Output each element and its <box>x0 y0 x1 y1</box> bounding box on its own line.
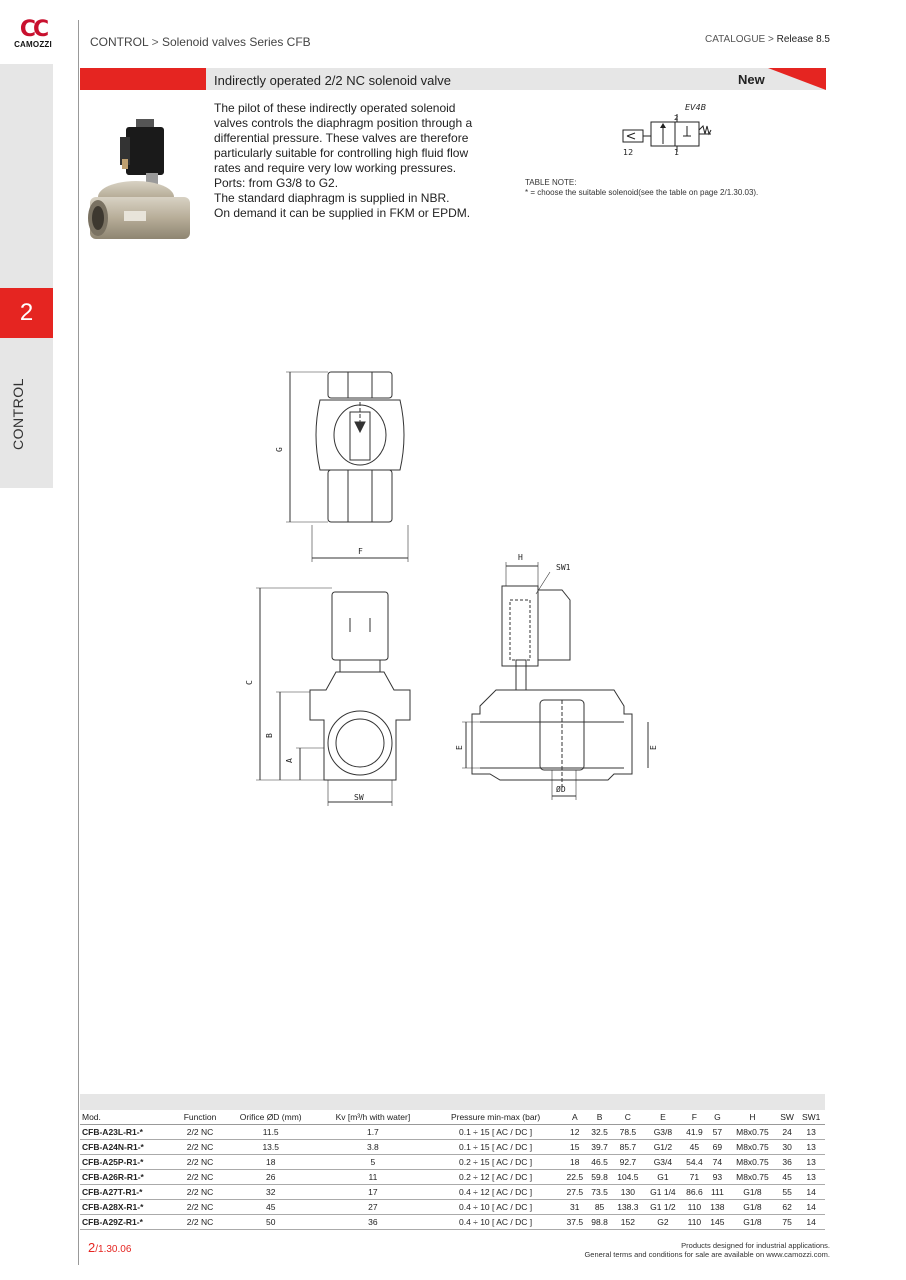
symbol-port-out: 1 <box>674 148 680 157</box>
table-cell: 73.5 <box>587 1184 612 1199</box>
table-cell: 59.8 <box>587 1169 612 1184</box>
table-cell: 14 <box>797 1184 825 1199</box>
table-cell: 17 <box>317 1184 429 1199</box>
table-cell: G1/2 <box>644 1139 682 1154</box>
table-cell: 41.9 <box>682 1124 707 1139</box>
description-line: differential pressure. These valves are therefore <box>214 131 469 145</box>
table-cell: 27.5 <box>562 1184 587 1199</box>
col-header: A <box>562 1110 587 1124</box>
table-cell: 138 <box>707 1199 728 1214</box>
table-cell: 32 <box>224 1184 317 1199</box>
table-row <box>80 1124 825 1139</box>
table-cell: 24 <box>777 1124 798 1139</box>
table-cell: G1 1/4 <box>644 1184 682 1199</box>
table-cell: G1/8 <box>728 1184 777 1199</box>
dim-f-label: F <box>358 547 363 556</box>
table-cell: 27 <box>317 1199 429 1214</box>
specifications-table <box>80 1110 825 1230</box>
description-line: Ports: from G3/8 to G2. <box>214 176 339 190</box>
table-cell: 46.5 <box>587 1154 612 1169</box>
footer-line-1: Products designed for industrial applications. <box>681 1241 830 1250</box>
table-cell: 14 <box>797 1214 825 1229</box>
new-badge: New <box>738 72 765 87</box>
chapter-number: 2 <box>0 288 53 338</box>
symbol-label: EV4B <box>685 103 707 112</box>
table-cell: 18 <box>224 1154 317 1169</box>
table-cell: 54.4 <box>682 1154 707 1169</box>
valve-symbol-diagram <box>617 100 717 160</box>
table-cell: 12 <box>562 1124 587 1139</box>
table-cell: 13 <box>797 1124 825 1139</box>
table-cell: 138.3 <box>612 1199 644 1214</box>
table-cell: 5 <box>317 1154 429 1169</box>
table-cell: 78.5 <box>612 1124 644 1139</box>
dim-g-label: G <box>275 447 284 452</box>
brand-mark: CC <box>19 17 47 42</box>
table-cell: 85.7 <box>612 1139 644 1154</box>
model-code-cell: CFB-A24N-R1-* <box>80 1139 176 1154</box>
catalogue-label: CATALOGUE <box>705 34 766 45</box>
table-cell: 50 <box>224 1214 317 1229</box>
table-cell: 86.6 <box>682 1184 707 1199</box>
table-cell: 74 <box>707 1154 728 1169</box>
section-title: Indirectly operated 2/2 NC solenoid valve <box>214 73 452 88</box>
col-header: G <box>707 1110 728 1124</box>
table-row <box>80 1184 825 1199</box>
model-code-cell: CFB-A26R-R1-* <box>80 1169 176 1184</box>
table-cell: 32.5 <box>587 1124 612 1139</box>
model-code-cell: CFB-A29Z-R1-* <box>80 1214 176 1229</box>
footer-line-2: General terms and conditions for sale are available on www.camozzi.com. <box>584 1250 830 1259</box>
description-line: particularly suitable for controlling high fluid flow <box>214 146 469 160</box>
table-row <box>80 1169 825 1184</box>
table-cell: 13 <box>797 1139 825 1154</box>
col-header: SW <box>777 1110 798 1124</box>
chapter-label: CONTROL <box>10 378 26 450</box>
table-cell: 14 <box>797 1199 825 1214</box>
table-cell: 0.4 ÷ 10 [ AC / DC ] <box>429 1214 563 1229</box>
table-cell: 36 <box>777 1154 798 1169</box>
table-cell: 39.7 <box>587 1139 612 1154</box>
dim-b-label: B <box>265 733 274 738</box>
breadcrumb <box>90 35 311 49</box>
brand-logo <box>8 17 58 49</box>
table-cell: 92.7 <box>612 1154 644 1169</box>
table-cell: 110 <box>682 1214 707 1229</box>
table-cell: G2 <box>644 1214 682 1229</box>
table-cell: 110 <box>682 1199 707 1214</box>
col-header: E <box>644 1110 682 1124</box>
table-cell: 57 <box>707 1124 728 1139</box>
table-cell: 62 <box>777 1199 798 1214</box>
col-header: Function <box>176 1110 225 1124</box>
table-cell: 98.8 <box>587 1214 612 1229</box>
col-header: Mod. <box>80 1110 176 1124</box>
model-code-cell: CFB-A27T-R1-* <box>80 1184 176 1199</box>
model-code-cell: CFB-A23L-R1-* <box>80 1124 176 1139</box>
table-cell: 145 <box>707 1214 728 1229</box>
table-cell: G3/4 <box>644 1154 682 1169</box>
model-code-cell: CFB-A25P-R1-* <box>80 1154 176 1169</box>
table-cell: 75 <box>777 1214 798 1229</box>
col-header: B <box>587 1110 612 1124</box>
dim-sw-label: SW <box>354 793 364 802</box>
dim-d-label: ØD <box>556 785 566 794</box>
catalogue-release-value: Release 8.5 <box>776 34 830 45</box>
table-cell: 2/2 NC <box>176 1199 225 1214</box>
table-cell: M8x0.75 <box>728 1154 777 1169</box>
section-accent-bar <box>80 68 206 90</box>
description-line: The standard diaphragm is supplied in NBR. <box>214 191 450 205</box>
table-cell: 22.5 <box>562 1169 587 1184</box>
table-cell: 45 <box>777 1169 798 1184</box>
description-line: valves controls the diaphragm position through a <box>214 116 473 130</box>
table-row <box>80 1199 825 1214</box>
col-header: C <box>612 1110 644 1124</box>
table-cell: 15 <box>562 1139 587 1154</box>
dimensional-drawing <box>240 360 680 820</box>
table-cell: 0.1 ÷ 15 [ AC / DC ] <box>429 1139 563 1154</box>
table-cell: G3/8 <box>644 1124 682 1139</box>
table-cell: 85 <box>587 1199 612 1214</box>
valve-photo <box>84 115 194 255</box>
table-cell: 1.7 <box>317 1124 429 1139</box>
table-cell: 13.5 <box>224 1139 317 1154</box>
table-cell: 11 <box>317 1169 429 1184</box>
table-cell: 2/2 NC <box>176 1169 225 1184</box>
dim-a-label: A <box>285 758 294 763</box>
table-cell: 30 <box>777 1139 798 1154</box>
page-number-sub: /1.30.06 <box>95 1244 132 1255</box>
col-header: Pressure min-max (bar) <box>429 1110 563 1124</box>
description-line: The pilot of these indirectly operated solenoid <box>214 101 456 115</box>
table-cell: G1/8 <box>728 1199 777 1214</box>
col-header: F <box>682 1110 707 1124</box>
page-number-chapter: 2 <box>88 1240 96 1255</box>
table-cell: 111 <box>707 1184 728 1199</box>
table-note <box>525 178 758 198</box>
table-cell: 26 <box>224 1169 317 1184</box>
breadcrumb-section: CONTROL <box>90 35 149 49</box>
table-cell: 13 <box>797 1154 825 1169</box>
dim-c-label: C <box>245 680 254 685</box>
table-cell: 93 <box>707 1169 728 1184</box>
dim-sw1-label: SW1 <box>556 563 571 572</box>
table-cell: 31 <box>562 1199 587 1214</box>
table-cell: 2/2 NC <box>176 1214 225 1229</box>
table-cell: 0.4 ÷ 12 [ AC / DC ] <box>429 1184 563 1199</box>
chapter-sidebar <box>0 64 53 488</box>
product-description <box>214 101 514 221</box>
table-cell: 3.8 <box>317 1139 429 1154</box>
table-cell: 2/2 NC <box>176 1124 225 1139</box>
table-row <box>80 1154 825 1169</box>
table-cell: 0.1 ÷ 15 [ AC / DC ] <box>429 1124 563 1139</box>
table-cell: 36 <box>317 1214 429 1229</box>
table-header-band <box>80 1094 825 1110</box>
dim-e-label-left: E <box>455 745 464 750</box>
catalogue-separator: > <box>768 34 774 45</box>
col-header: Orifice ØD (mm) <box>224 1110 317 1124</box>
table-cell: 2/2 NC <box>176 1154 225 1169</box>
table-note-title: TABLE NOTE: <box>525 178 577 187</box>
symbol-port-2: 2 <box>674 114 679 122</box>
table-cell: M8x0.75 <box>728 1169 777 1184</box>
symbol-port-in: 12 <box>623 148 634 157</box>
table-cell: 152 <box>612 1214 644 1229</box>
catalogue-release <box>705 34 830 45</box>
table-cell: G1 1/2 <box>644 1199 682 1214</box>
description-line: On demand it can be supplied in FKM or EPDM. <box>214 206 471 220</box>
table-cell: 104.5 <box>612 1169 644 1184</box>
table-row <box>80 1214 825 1229</box>
dim-h-label: H <box>518 553 523 562</box>
footer-notice <box>584 1241 830 1259</box>
table-cell: 0.2 ÷ 15 [ AC / DC ] <box>429 1154 563 1169</box>
table-cell: M8x0.75 <box>728 1124 777 1139</box>
table-cell: 130 <box>612 1184 644 1199</box>
table-cell: 45 <box>682 1139 707 1154</box>
margin-rule <box>78 20 79 1265</box>
description-line: rates and require very low working pressures. <box>214 161 457 175</box>
col-header: Kv [m³/h with water] <box>317 1110 429 1124</box>
table-cell: 18 <box>562 1154 587 1169</box>
table-cell: G1 <box>644 1169 682 1184</box>
table-cell: 0.2 ÷ 12 [ AC / DC ] <box>429 1169 563 1184</box>
table-note-text: * = choose the suitable solenoid(see the table on page 2/1.30.03). <box>525 188 759 197</box>
table-cell: 13 <box>797 1169 825 1184</box>
table-cell: 37.5 <box>562 1214 587 1229</box>
table-cell: 2/2 NC <box>176 1139 225 1154</box>
table-cell: M8x0.75 <box>728 1139 777 1154</box>
brand-name: CAMOZZI <box>14 40 52 49</box>
model-code-cell: CFB-A28X-R1-* <box>80 1199 176 1214</box>
table-cell: 45 <box>224 1199 317 1214</box>
table-cell: 11.5 <box>224 1124 317 1139</box>
table-cell: 71 <box>682 1169 707 1184</box>
breadcrumb-page: Solenoid valves Series CFB <box>161 35 311 49</box>
dim-e-label-right: E <box>649 745 658 750</box>
col-header: SW1 <box>797 1110 825 1124</box>
table-header-row <box>80 1110 825 1124</box>
table-row <box>80 1139 825 1154</box>
breadcrumb-separator: > <box>151 35 159 49</box>
page-number <box>88 1240 131 1255</box>
col-header: H <box>728 1110 777 1124</box>
table-cell: 55 <box>777 1184 798 1199</box>
table-cell: G1/8 <box>728 1214 777 1229</box>
table-cell: 2/2 NC <box>176 1184 225 1199</box>
table-cell: 69 <box>707 1139 728 1154</box>
table-cell: 0.4 ÷ 10 [ AC / DC ] <box>429 1199 563 1214</box>
